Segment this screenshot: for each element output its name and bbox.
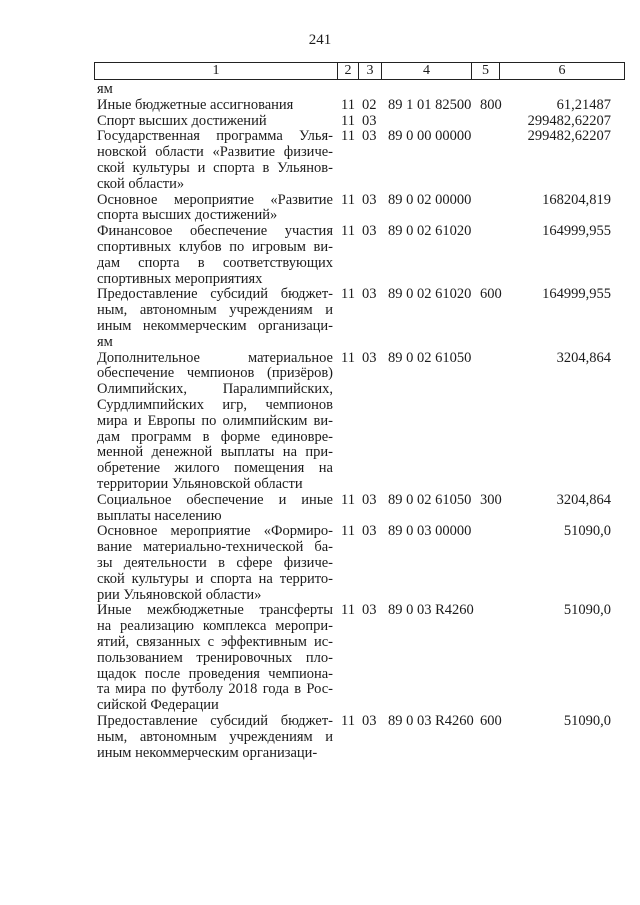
description-line: спортивных мероприятиях — [97, 270, 263, 287]
amount: 164999,955 — [542, 223, 611, 240]
row-description — [97, 714, 333, 761]
section-code: 11 — [341, 96, 355, 113]
section-code: 11 — [341, 523, 355, 540]
description-line: иным некоммерческим организаци- — [97, 744, 318, 761]
section-code: 11 — [341, 223, 355, 240]
description-line: та мира по футболу 2018 года в Рос- — [97, 681, 333, 698]
description-line: сийской Федерации — [97, 697, 219, 714]
subsection-code: 03 — [362, 523, 377, 540]
description-line: на реализацию комплекса меропри- — [97, 618, 333, 635]
description-line: ным, автономным учреждениям и — [97, 728, 333, 745]
row-description — [97, 82, 333, 98]
description-line: рии Ульяновской области» — [97, 586, 262, 603]
table-row — [0, 114, 640, 130]
table-row — [0, 287, 640, 350]
description-line: ям — [97, 333, 113, 350]
section-code: 11 — [341, 128, 355, 145]
table-row — [0, 224, 640, 287]
description-line: зы деятельности в сфере физиче- — [97, 554, 333, 571]
subsection-code: 03 — [362, 223, 377, 240]
amount: 51090,0 — [563, 602, 611, 619]
table-row — [0, 193, 640, 225]
description-line: ской области» — [97, 175, 185, 192]
description-line: ятий, связанных с эффективным ис- — [97, 633, 333, 650]
amount: 51090,0 — [563, 523, 611, 540]
target-article-code: 89 0 02 61050 — [388, 349, 472, 366]
expense-type-code: 600 — [480, 286, 502, 303]
target-article-code: 89 0 02 61020 — [388, 223, 472, 240]
target-article-code: 89 0 03 R4260 — [388, 712, 474, 729]
description-line: Основное мероприятие «Развитие — [97, 191, 333, 208]
table-row — [0, 603, 640, 714]
table-body — [0, 82, 640, 761]
expense-type-code: 300 — [480, 491, 502, 508]
description-line: Социальное обеспечение и иные — [97, 491, 333, 508]
header-col-3: 3 — [359, 63, 382, 79]
target-article-code: 89 1 01 82500 — [388, 96, 472, 113]
description-line: обеспечение чемпионов (призёров) — [97, 365, 333, 382]
table-row — [0, 351, 640, 493]
description-line: Предоставление субсидий бюджет- — [97, 286, 333, 303]
description-line: вание материально-технической ба- — [97, 539, 333, 556]
description-line: Олимпийских, Паралимпийских, — [97, 381, 333, 398]
target-article-code: 89 0 02 61020 — [388, 286, 472, 303]
target-article-code: 89 0 03 R4260 — [388, 602, 474, 619]
section-code: 11 — [341, 349, 355, 366]
subsection-code: 03 — [362, 128, 377, 145]
target-article-code: 89 0 02 00000 — [388, 191, 472, 208]
description-line: ям — [97, 81, 113, 97]
subsection-code: 02 — [362, 96, 377, 113]
section-code: 11 — [341, 712, 355, 729]
description-line: Основное мероприятие «Формиро- — [97, 523, 333, 540]
expense-type-code: 800 — [480, 96, 502, 113]
section-code: 11 — [341, 112, 355, 129]
row-description — [97, 193, 333, 225]
amount: 299482,62207 — [527, 128, 611, 145]
description-line: Спорт высших достижений — [97, 112, 267, 129]
description-line: мира и Европы по олимпийским ви- — [97, 412, 333, 429]
amount: 299482,62207 — [527, 112, 611, 129]
table-row — [0, 129, 640, 192]
table-row — [0, 524, 640, 603]
section-code: 11 — [341, 286, 355, 303]
header-col-5: 5 — [472, 63, 500, 79]
description-line: Сурдлимпийских игр, чемпионов — [97, 396, 333, 413]
description-line: ской культуры и спорта на террито- — [97, 570, 333, 587]
row-description — [97, 114, 333, 130]
description-line: выплаты населению — [97, 507, 222, 524]
description-line: спортивных клубов по игровым ви- — [97, 238, 333, 255]
header-col-2: 2 — [338, 63, 359, 79]
amount: 164999,955 — [542, 286, 611, 303]
description-line: дам спорта в соответствующих — [97, 254, 333, 271]
subsection-code: 03 — [362, 349, 377, 366]
amount: 3204,864 — [556, 349, 611, 366]
subsection-code: 03 — [362, 491, 377, 508]
expense-type-code: 600 — [480, 712, 502, 729]
section-code: 11 — [341, 191, 355, 208]
row-description — [97, 129, 333, 192]
amount: 61,21487 — [556, 96, 611, 113]
table-row — [0, 714, 640, 761]
row-description — [97, 603, 333, 714]
row-description — [97, 98, 333, 114]
description-line: обретение жилого помещения на — [97, 460, 333, 477]
description-line: ным, автономным учреждениям и — [97, 302, 333, 319]
row-description — [97, 224, 333, 287]
description-line: пользованием тренировочных пло- — [97, 649, 333, 666]
header-col-6: 6 — [558, 63, 566, 78]
target-article-code: 89 0 03 00000 — [388, 523, 472, 540]
header-col-1: 1 — [95, 63, 338, 79]
subsection-code: 03 — [362, 712, 377, 729]
description-line: Государственная программа Улья- — [97, 128, 333, 145]
row-description — [97, 524, 333, 603]
description-line: Предоставление субсидий бюджет- — [97, 712, 333, 729]
table-header-row — [94, 62, 625, 80]
subsection-code: 03 — [362, 191, 377, 208]
table-row — [0, 493, 640, 525]
subsection-code: 03 — [362, 602, 377, 619]
amount: 51090,0 — [563, 712, 611, 729]
description-line: территории Ульяновской области — [97, 475, 303, 492]
description-line: Иные бюджетные ассигнования — [97, 96, 294, 113]
row-description — [97, 287, 333, 350]
table-row — [0, 82, 640, 98]
subsection-code: 03 — [362, 112, 377, 129]
target-article-code: 89 0 00 00000 — [388, 128, 472, 145]
description-line: дам программ в форме единовре- — [97, 428, 333, 445]
header-col-4: 4 — [382, 63, 472, 79]
description-line: спорта высших достижений» — [97, 207, 278, 224]
table-row — [0, 98, 640, 114]
section-code: 11 — [341, 602, 355, 619]
description-line: Иные межбюджетные трансферты — [97, 602, 333, 619]
row-description — [97, 351, 333, 493]
description-line: новской области «Развитие физиче- — [97, 144, 333, 161]
description-line: щадок после проведения чемпиона- — [97, 665, 333, 682]
description-line: Финансовое обеспечение участия — [97, 223, 333, 240]
description-line: ской культуры и спорта в Ульянов- — [97, 159, 333, 176]
row-description — [97, 493, 333, 525]
target-article-code: 89 0 02 61050 — [388, 491, 472, 508]
description-line: менной денежной выплаты на при- — [97, 444, 333, 461]
section-code: 11 — [341, 491, 355, 508]
amount: 3204,864 — [556, 491, 611, 508]
amount: 168204,819 — [542, 191, 611, 208]
page-number: 241 — [308, 32, 332, 48]
subsection-code: 03 — [362, 286, 377, 303]
description-line: Дополнительное материальное — [97, 349, 333, 366]
description-line: иным некоммерческим организаци- — [97, 317, 333, 334]
